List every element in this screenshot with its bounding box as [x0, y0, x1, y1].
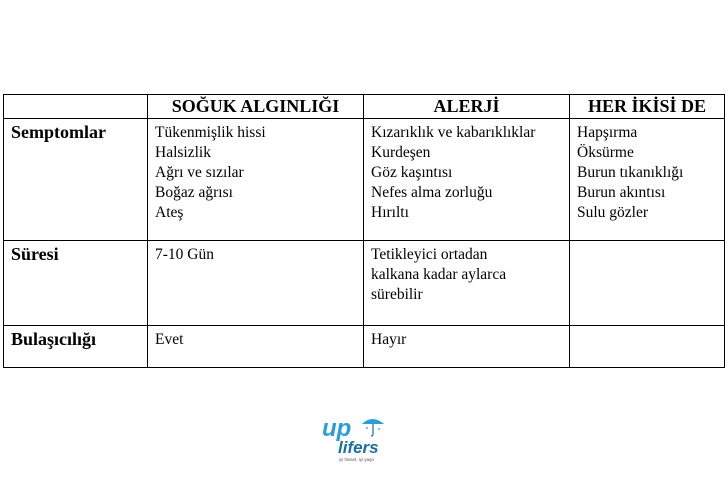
- logo-word-lifers: lifers: [338, 438, 379, 457]
- list-item: Tetikleyici ortadan: [371, 246, 488, 263]
- list-item: Evet: [155, 331, 184, 348]
- list-item: Kurdeşen: [371, 144, 431, 161]
- list-item: Nefes alma zorluğu: [371, 184, 493, 201]
- list-item: Halsizlik: [155, 144, 211, 161]
- row-label-symptoms: Semptomlar: [4, 119, 148, 241]
- uplifers-logo: [318, 414, 398, 466]
- header-allergy: ALERJİ: [364, 95, 570, 119]
- list-item: Boğaz ağrısı: [155, 184, 233, 201]
- umbrella-icon: [362, 419, 384, 436]
- list-item: kalkana kadar aylarca: [371, 266, 507, 283]
- list-item: Hırıltı: [371, 204, 409, 221]
- list-item: Hapşırma: [577, 124, 638, 141]
- header-row: [4, 95, 725, 119]
- header-cold: SOĞUK ALGINLIĞI: [148, 95, 364, 119]
- list-item: Ağrı ve sızılar: [155, 164, 244, 181]
- cell-duration-allergy: [364, 241, 570, 326]
- list-item: Hayır: [371, 331, 407, 348]
- logo-word-up: up: [322, 415, 352, 442]
- list-item: Tükenmişlik hissi: [155, 124, 266, 141]
- list-item: Ateş: [155, 204, 184, 221]
- row-duration: [4, 241, 725, 326]
- cell-contagion-both: [570, 326, 725, 368]
- cell-symptoms-both: [570, 119, 725, 241]
- cell-symptoms-cold: [148, 119, 364, 241]
- list-item: Burun tıkanıklığı: [577, 164, 684, 181]
- header-empty: [4, 95, 148, 119]
- cell-contagion-cold: [148, 326, 364, 368]
- list-item: Öksürme: [577, 144, 634, 161]
- row-contagion: [4, 326, 725, 368]
- row-label-duration: Süresi: [4, 241, 148, 326]
- list-item: Göz kaşıntısı: [371, 164, 453, 181]
- cell-symptoms-allergy: [364, 119, 570, 241]
- comparison-table: [3, 94, 725, 368]
- list-item: 7-10 Gün: [155, 246, 214, 263]
- cell-duration-cold: [148, 241, 364, 326]
- list-item: Sulu gözler: [577, 204, 649, 221]
- list-item: sürebilir: [371, 286, 423, 303]
- cell-contagion-allergy: [364, 326, 570, 368]
- header-both: HER İKİSİ DE: [570, 95, 725, 119]
- row-label-contagion: Bulaşıcılığı: [4, 326, 148, 368]
- logo-tagline: iyi hisset, iyi yaşa: [339, 457, 374, 462]
- list-item: Kızarıklık ve kabarıklıklar: [371, 124, 536, 141]
- cell-duration-both: [570, 241, 725, 326]
- row-symptoms: [4, 119, 725, 241]
- list-item: Burun akıntısı: [577, 184, 666, 201]
